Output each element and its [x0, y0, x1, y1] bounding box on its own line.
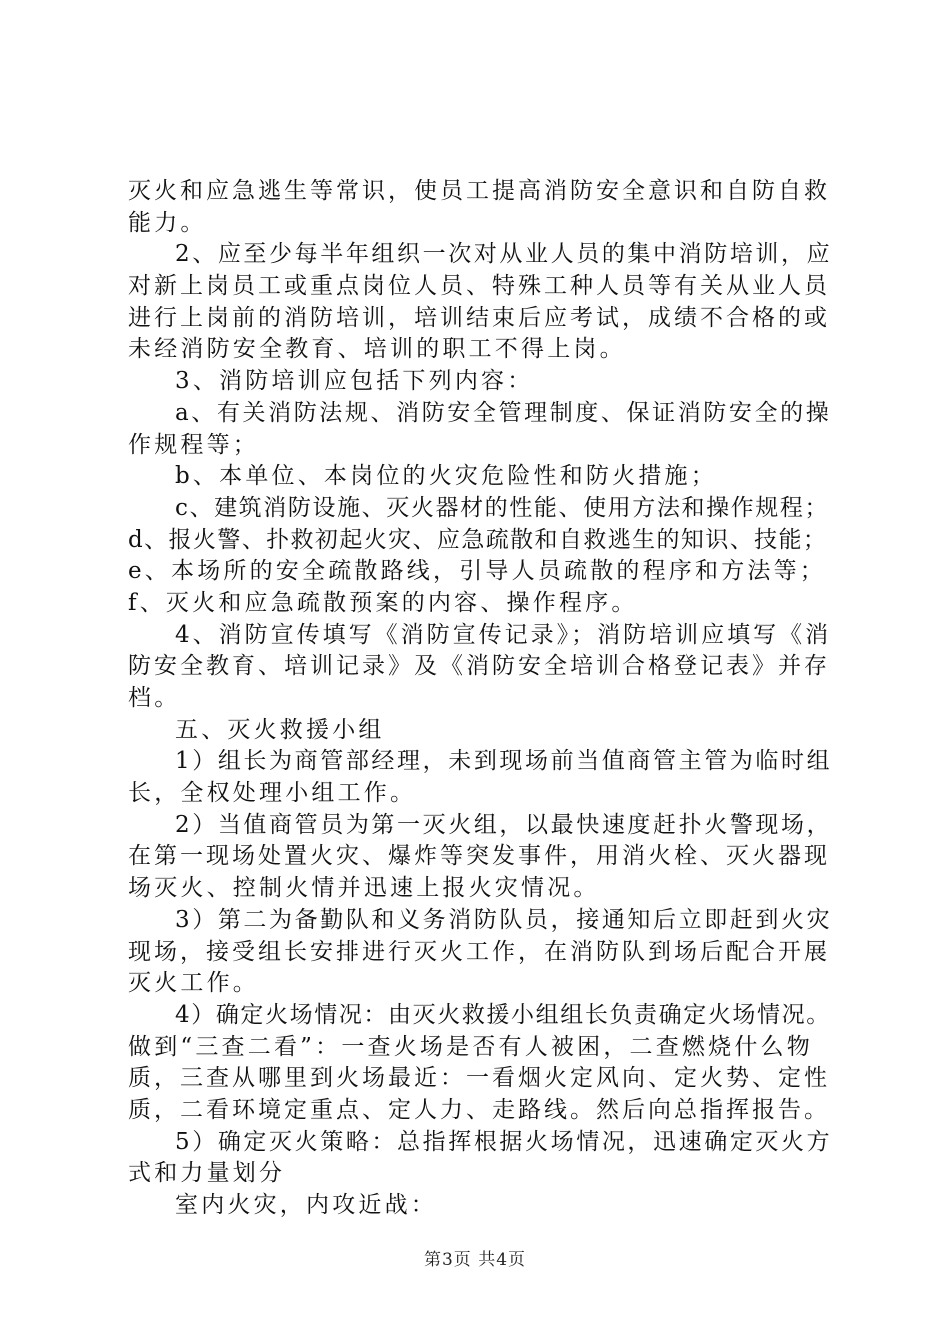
text-line: c、建筑消防设施、灭火器材的性能、使用方法和操作规程； — [175, 494, 830, 521]
text-line: 灭火工作。 — [128, 970, 259, 997]
text-line: d、报火警、扑救初起火灾、应急疏散和自救逃生的知识、技能； — [128, 526, 828, 553]
text-line: 做到“三查二看”：一查火场是否有人被困，二查燃烧什么物 — [128, 1033, 813, 1060]
text-line: 未经消防安全教育、培训的职工不得上岗。 — [128, 336, 626, 363]
text-line: 灭火和应急逃生等常识，使员工提高消防安全意识和自防自救 — [128, 178, 830, 204]
text-line: 2、应至少每半年组织一次对从业人员的集中消防培训，应 — [175, 241, 833, 268]
text-line: 质，二看环境定重点、定人力、走路线。然后向总指挥报告。 — [128, 1096, 830, 1123]
text-line: 4、消防宣传填写《消防宣传记录》；消防培训应填写《消 — [175, 621, 832, 648]
text-line: 对新上岗员工或重点岗位人员、特殊工种人员等有关从业人员 — [128, 273, 830, 300]
text-line: 1）组长为商管部经理，未到现场前当值商管主管为临时组 — [175, 748, 833, 775]
text-line: 能力。 — [128, 209, 207, 236]
text-line: 防安全教育、培训记录》及《消防安全培训合格登记表》并存 — [128, 653, 830, 680]
text-line: 作规程等； — [128, 431, 259, 458]
text-line: a、有关消防法规、消防安全管理制度、保证消防安全的操 — [175, 399, 832, 426]
text-line: f、灭火和应急疏散预案的内容、操作程序。 — [128, 589, 638, 616]
text-line: 质，三查从哪里到火场最近：一看烟火定风向、定火势、定性 — [128, 1065, 830, 1092]
page-footer: 第3页 共4页 — [423, 1250, 527, 1270]
text-line: 进行上岗前的消防培训，培训结束后应考试，成绩不合格的或 — [128, 304, 830, 331]
text-line: e、本场所的安全疏散路线，引导人员疏散的程序和方法等； — [128, 558, 827, 585]
text-line: 3）第二为备勤队和义务消防队员，接通知后立即赶到火灾 — [175, 906, 833, 933]
text-line: 3、消防培训应包括下列内容： — [175, 368, 534, 395]
text-line: 5）确定灭火策略：总指挥根据火场情况，迅速确定灭火方 — [175, 1128, 833, 1155]
text-line: b、本单位、本岗位的火灾危险性和防火措施； — [175, 463, 717, 490]
text-line: 室内火灾，内攻近战： — [175, 1192, 437, 1218]
text-line: 五、灭火救援小组 — [175, 716, 385, 743]
text-line: 2）当值商管员为第一灭火组，以最快速度赶扑火警现场， — [175, 811, 833, 838]
text-line: 场灭火、控制火情并迅速上报火灾情况。 — [128, 875, 600, 902]
text-line: 4）确定火场情况：由灭火救援小组组长负责确定火场情况。 — [175, 1001, 831, 1028]
text-line: 在第一现场处置火灾、爆炸等突发事件，用消火栓、灭火器现 — [128, 843, 830, 870]
document-body — [128, 176, 832, 1222]
text-line: 式和力量划分 — [128, 1160, 286, 1187]
text-line: 档。 — [128, 685, 181, 711]
text-line: 现场，接受组长安排进行灭火工作，在消防队到场后配合开展 — [128, 938, 830, 965]
text-line: 长，全权处理小组工作。 — [128, 780, 417, 807]
